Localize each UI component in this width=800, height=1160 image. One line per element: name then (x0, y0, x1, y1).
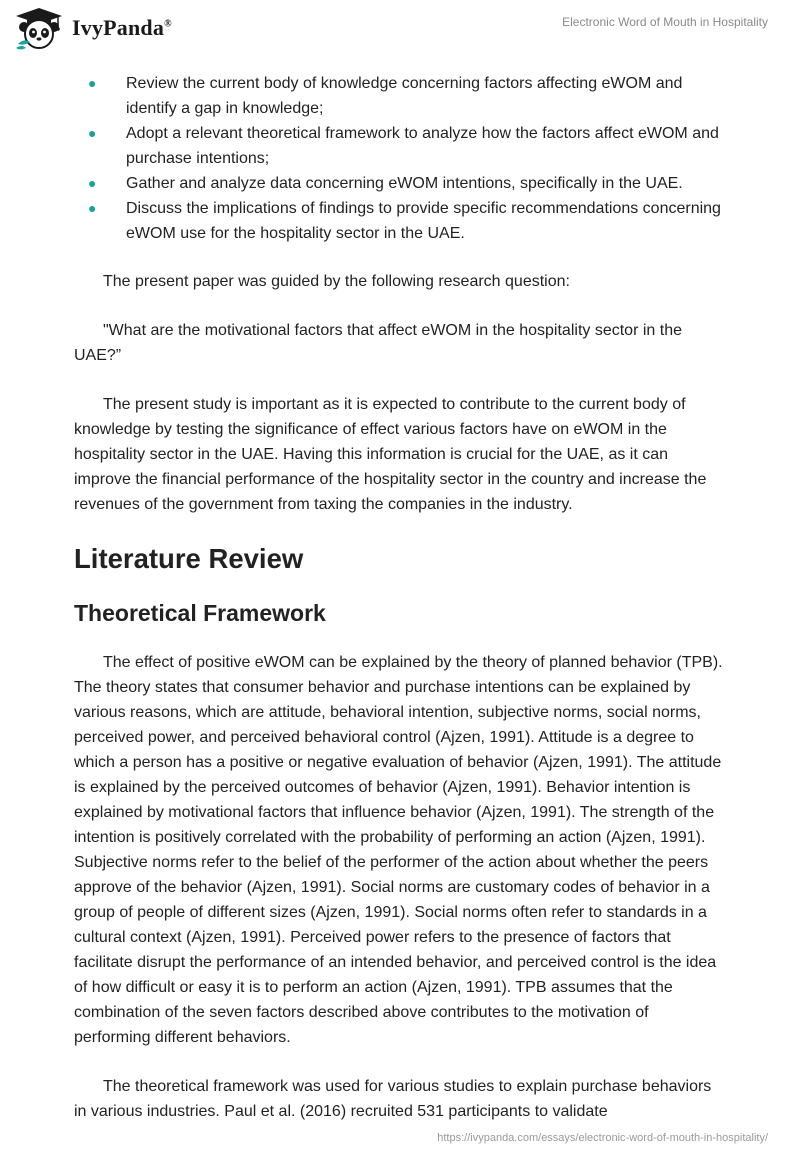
section-heading: Literature Review (74, 543, 304, 574)
page-header (0, 0, 800, 60)
document-title: Electronic Word of Mouth in Hospitality (562, 15, 768, 29)
logo-text: IvyPanda® (72, 15, 172, 40)
subsection-heading: Theoretical Framework (74, 600, 326, 626)
paragraph: The effect of positive eWOM can be explained by the theory of planned behavior (TPB). The theory states that consumer behavior and purchase intentions can be explained by various reasons, which are attitude, behavioral intention, subjective norms, social norms, perceived power, and perceived behavioral control (Ajzen, 1991). Attitude is a degree to which a person has a positive or negative evaluation of behavior (Ajzen, 1991). The attitude is explained by the perceived outcomes of behavior (Ajzen, 1991). Behavior intention is explained by motivational factors that influence behavior (Ajzen, 1991). The strength of the intention is positively correlated with the probability of performing an action (Ajzen, 1991). Subjective norms refer to the belief of the performer of the action about whether the peers approve of the behavior (Ajzen, 1991). Social norms are customary codes of behavior in a group of people of different sizes (Ajzen, 1991). Social norms often refer to standards in a cultural context (Ajzen, 1991). Perceived power refers to the presence of factors that facilitate disrupt the performance of an intended behavior, and perceived control is the idea of how difficult or easy it is to perform an action (Ajzen, 1991). TPB assumes that the combination of the seven factors described above contributes to the motivation of performing different behaviors. (74, 654, 723, 1046)
bullet-dot-icon: ● (88, 200, 97, 216)
source-url[interactable]: https://ivypanda.com/essays/electronic-word-of-mouth-in-hospitality/ (437, 1132, 768, 1144)
list-item: ● Gather and analyze data concerning eWOM intentions, specifically in the UAE. (74, 171, 724, 196)
paragraph: The present study is important as it is expected to contribute to the current body of knowledge by testing the significance of effect various factors have on eWOM in the hospitality sector in the UAE. Having this information is crucial for the UAE, as it can improve the financial performance of the hospitality sector in the country and increase the revenues of the government from taxing the companies in the industry. (74, 396, 707, 513)
list-item: ● Discuss the implications of findings to provide specific recommendations concerning eWOM use for the hospitality sector in the UAE. (74, 196, 724, 246)
bullet-dot-icon: ● (88, 125, 97, 141)
list-item: ● Adopt a relevant theoretical framework to analyze how the factors affect eWOM and purchase intentions; (74, 121, 724, 171)
objectives-list (74, 71, 724, 246)
bullet-dot-icon: ● (88, 175, 97, 191)
bullet-dot-icon: ● (88, 75, 97, 91)
panda-graduate-icon (12, 6, 66, 50)
logo[interactable] (12, 6, 172, 50)
list-item: ● Review the current body of knowledge concerning factors affecting eWOM and identify a gap in knowledge; (74, 71, 724, 121)
research-question: "What are the motivational factors that affect eWOM in the hospitality sector in the UAE?” (74, 322, 682, 364)
document-body (74, 71, 724, 1124)
paragraph: The theoretical framework was used for various studies to explain purchase behaviors in various industries. Paul et al. (2016) recruited 531 participants to validate (74, 1078, 712, 1120)
paragraph: The present paper was guided by the following research question: (103, 273, 570, 290)
